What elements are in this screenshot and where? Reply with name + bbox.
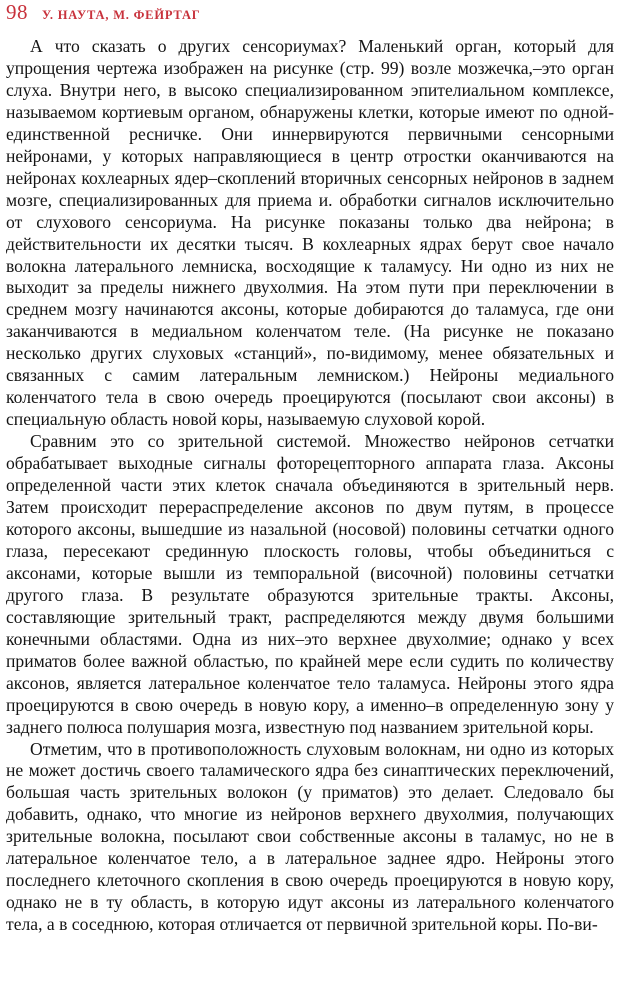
- paragraph-auditory-system: А что сказать о других сенсориумах? Маленький орган, который для упрощения чертежа изображен на рисунке (стр. 99) возле мозжечка,–это орган слуха. Внутри него, в высоко специализированном эпителиальном комплексе, называемом кортиевым органом, обнаружены клетки, которые имеют по одной-единственной ресничке. Они иннервируются первичными сенсорными нейронами, у которых направляющиеся в центр отростки оканчиваются на нейронах кохлеарных ядер–скоплений вторичных сенсорных нейронов в заднем мозге, специализированных для приема и. обработки сигналов исключительно от слухового сенсориума. На рисунке показаны только два нейрона; в действительности их десятки тысяч. В кохлеарных ядрах берут свое начало волокна латерального лемниска, восходящие к таламусу. Ни одно из них не выходит за пределы нижнего двухолмия. На этом пути при переключении в среднем мозгу начинаются аксоны, которые добираются до таламуса, где они заканчиваются в медиальном коленчатом теле. (На рисунке не показано несколько других слуховых «станций», по-видимому, менее обязательных и связанных с самим латеральным лемниском.) Нейроны медиального коленчатого тела в свою очередь проецируются (посылают свои аксоны) в специальную область новой коры, называемую слуховой корой.: [6, 36, 614, 430]
- running-head: [6, 0, 614, 26]
- body-text: [6, 36, 614, 936]
- paragraph-visual-system: Сравним это со зрительной системой. Множество нейронов сетчатки обрабатывает выходные сигналы фоторецепторного аппарата глаза. Аксоны определенной части этих клеток сначала объединяются в зрительный нерв. Затем происходит перераспределение аксонов по двум путям, в процессе которого аксоны, вышедшие из назальной (носовой) половины сетчатки одного глаза, пересекают срединную плоскость головы, чтобы объединиться с аксонами, которые вышли из темпоральной (височной) половины сетчатки другого глаза. В результате образуются зрительные тракты. Аксоны, составляющие зрительный тракт, распределяются между двумя большими конечными областями. Одна из них–это верхнее двухолмие; однако у всех приматов более важной областью, по крайней мере если судить по количеству аксонов, является латеральное коленчатое тело таламуса. Нейроны этого ядра проецируются в свою очередь в новую кору, а именно–в определенную зону у заднего полюса полушария мозга, известную под названием зрительной коры.: [6, 431, 614, 737]
- running-head-authors: У. НАУТА, М. ФЕЙРТАГ: [42, 8, 201, 22]
- paragraph-comparison: Отметим, что в противоположность слуховым волокнам, ни одно из которых не может достичь своего таламического ядра без синаптических переключений, большая часть зрительных волокон (у приматов) это делает. Следовало бы добавить, однако, что многие из нейронов верхнего двухолмия, получающих зрительные волокна, посылают свои собственные аксоны в таламус, но не в латеральное коленчатое тело, а в латеральное заднее ядро. Нейроны этого последнего клеточного скопления в свою очередь проецируются в новую кору, однако не в ту область, в которую идут аксоны из латерального коленчатого тела, а в соседнюю, которая отличается от первичной зрительной коры. По-ви-: [6, 738, 614, 935]
- page-number: 98: [6, 0, 28, 24]
